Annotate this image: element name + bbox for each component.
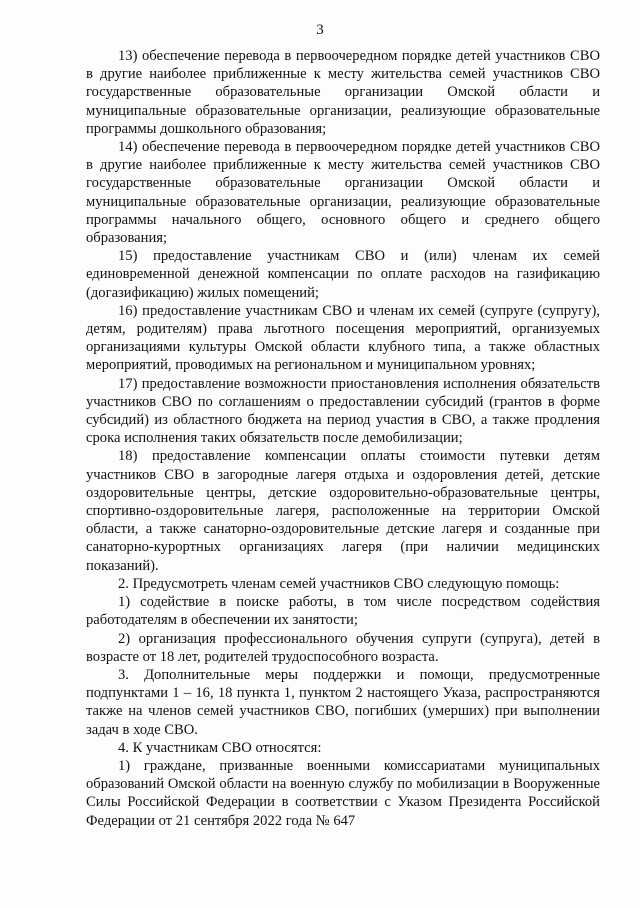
paragraph-item-13: 13) обеспечение перевода в первоочередном порядке детей участников СВО в другие наиболее приближенные к месту жительства семей участников СВО государственные образовательные организации Омской области и муниципальные образовательные организации, реализующие образовательные программы дошкольного образования; [86,48,600,137]
document-body [86,47,600,830]
paragraph-item-15: 15) предоставление участникам СВО и (или) членам их семей единовременной денежной компенсации по оплате расходов на газификацию (догазификацию) жилых помещений; [86,248,600,301]
paragraph-item-17: 17) предоставление возможности приостановления исполнения обязательств участников СВО по соглашениям о предоставлении субсидий (грантов в форме субсидий) из областного бюджета на период участия в СВО, а также продления срока исполнения таких обязательств после демобилизации; [86,375,600,447]
paragraph-item-16: 16) предоставление участникам СВО и членам их семей (супругe (супругу), детям, родителям) права льготного посещения мероприятий, организуемых организациями культуры Омской области клубного типа, а также областных мероприятий, проводимых на региональном и муниципальном уровнях; [86,302,600,374]
paragraph-clause-2-item-1: 1) содействие в поиске работы, в том числе посредством содействия работодателям в обеспечении их занятости; [86,594,600,629]
paragraph-clause-4: 4. К участникам СВО относятся: [118,739,322,756]
paragraph-clause-4-item-1: 1) граждане, призванные военными комиссариатами муниципальных образований Омской области на военную службу по мобилизации в Вооруженные Силы Российской Федерации в соответствии с Указом Президента Российской Федерации от 21 сентября 2022 года № 647 [86,757,600,829]
paragraph-clause-2-item-2: 2) организация профессионального обучения супруги (супруга), детей в возрасте от 18 лет, родителей трудоспособного возраста. [86,630,600,665]
paragraph-clause-3: 3. Дополнительные меры поддержки и помощи, предусмотренные подпунктами 1 – 16, 18 пункта 1, пунктом 2 настоящего Указа, распространяются также на членов семей участников СВО, погибших (умерших) при выполнении задач в ходе СВО. [86,666,600,738]
paragraph-item-18: 18) предоставление компенсации оплаты стоимости путевки детям участников СВО в загородные лагеря отдыха и оздоровления детей, детские оздоровительные центры, детские оздоровительно-образовательные центры, спортивно-оздоровительные лагеря, расположенные на территории Омской области, а также санаторно-оздоровительные детские лагеря и созданные при санаторно-курортных организациях лагеря (при наличии медицинских показаний). [86,448,600,574]
paragraph-clause-2: 2. Предусмотреть членам семей участников СВО следующую помощь: [118,575,560,592]
page-number: 3 [316,22,324,38]
paragraph-item-14: 14) обеспечение перевода в первоочередном порядке детей участников СВО в другие наиболее приближенные к месту жительства семей участников СВО государственные образовательные организации Омской области и муниципальные образовательные организации, реализующие образовательные программы начального общего, основного общего и среднего общего образования; [86,139,600,247]
